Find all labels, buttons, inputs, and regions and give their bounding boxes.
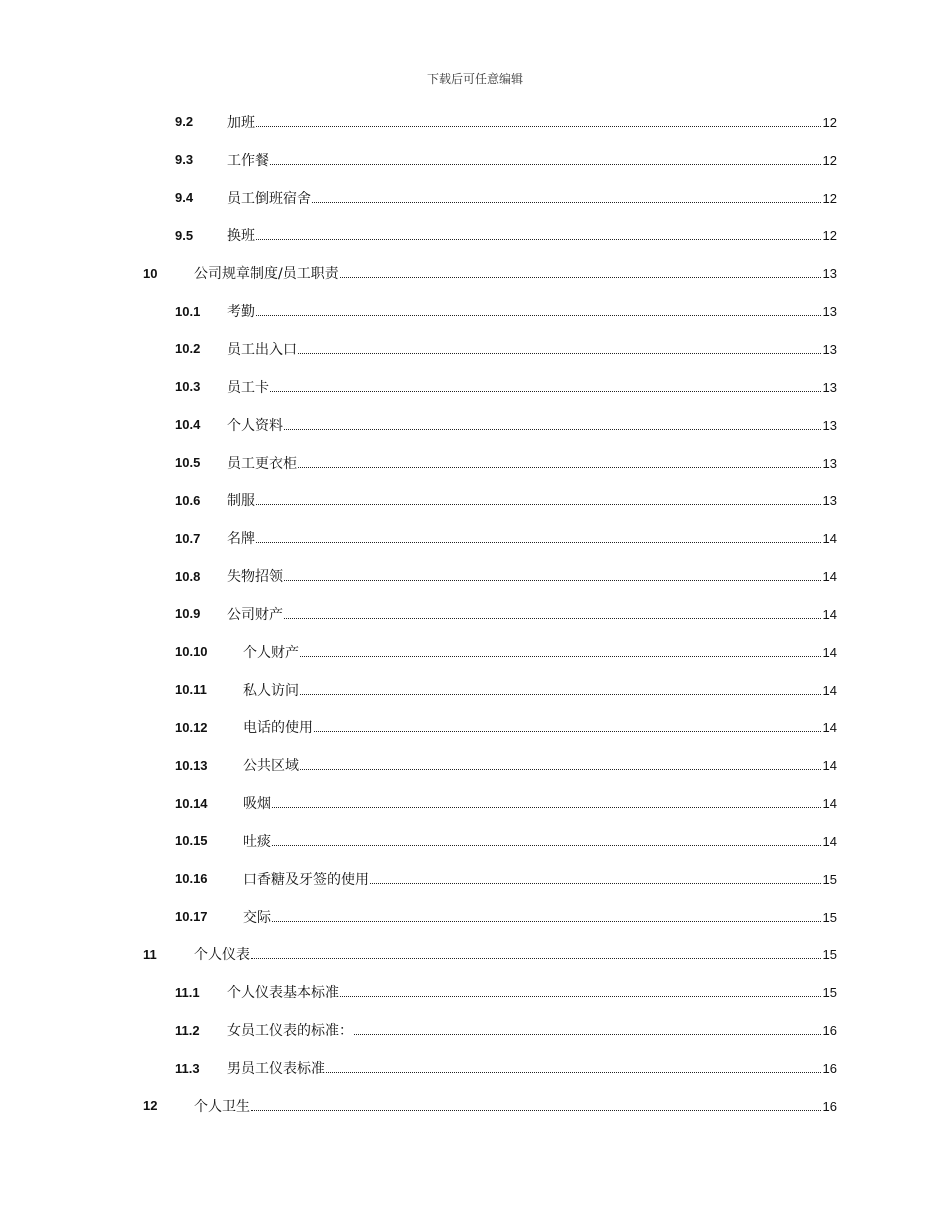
- toc-entry-line: [227, 188, 837, 208]
- toc-entry-number: 10.10: [175, 644, 208, 660]
- toc-entry-line: [243, 755, 837, 775]
- toc-entry[interactable]: [0, 973, 950, 1011]
- toc-entry[interactable]: [0, 936, 950, 974]
- toc-entry-number: 10.11: [175, 682, 207, 698]
- toc-entry-page-number: 14: [822, 796, 837, 812]
- toc-entry[interactable]: [0, 709, 950, 747]
- toc-entry[interactable]: [0, 444, 950, 482]
- toc-entry-number: 10: [143, 265, 158, 281]
- toc-entry[interactable]: [0, 179, 950, 217]
- toc-entry-number: 9.5: [175, 227, 194, 243]
- toc-entry-page-number: 13: [822, 379, 837, 395]
- toc-entry-page-number: 14: [822, 531, 837, 547]
- toc-dot-leader: [370, 883, 821, 884]
- toc-dot-leader: [272, 807, 821, 808]
- toc-entry-page-number: 14: [822, 569, 837, 585]
- toc-entry-title[interactable]: 员工出入口: [227, 341, 297, 358]
- toc-entry-line: [227, 453, 837, 473]
- toc-entry-number: 10.6: [175, 492, 201, 508]
- toc-entry-number: 10.14: [175, 795, 208, 811]
- toc-entry-line: [227, 1020, 837, 1040]
- toc-dot-leader: [354, 1034, 821, 1035]
- toc-entry-title[interactable]: 个人仪表基本标准: [227, 985, 339, 1002]
- toc-entry-page-number: 15: [822, 947, 837, 963]
- toc-dot-leader: [256, 542, 821, 543]
- toc-entry-title[interactable]: 私人访问: [243, 682, 299, 699]
- toc-entry-number: 10.12: [175, 719, 208, 735]
- toc-entry-title[interactable]: 员工倒班宿舍: [227, 190, 311, 207]
- toc-entry-line: [227, 339, 837, 359]
- toc-dot-leader: [256, 239, 821, 240]
- toc-entry-page-number: 12: [822, 152, 837, 168]
- toc-entry-title[interactable]: 个人财产: [243, 644, 299, 661]
- toc-entry-title[interactable]: 换班: [227, 228, 255, 245]
- toc-entry-title[interactable]: 员工更衣柜: [227, 455, 297, 472]
- toc-entry-number: 9.2: [175, 114, 194, 130]
- toc-entry-line: [227, 301, 837, 321]
- toc-entry-line: [227, 528, 837, 548]
- toc-entry-page-number: 15: [822, 985, 837, 1001]
- toc-entry[interactable]: [0, 860, 950, 898]
- toc-entry-number: 10.4: [175, 417, 201, 433]
- toc-entry-title[interactable]: 公司财产: [227, 606, 283, 623]
- toc-entry-page-number: 14: [822, 833, 837, 849]
- toc-entry-title[interactable]: 名牌: [227, 531, 255, 548]
- toc-dot-leader: [284, 580, 821, 581]
- toc-dot-leader: [312, 202, 821, 203]
- toc-entry-number: 11: [143, 946, 157, 962]
- toc-entry-title[interactable]: 女员工仪表的标准：: [227, 1023, 353, 1040]
- toc-entry-line: [243, 831, 837, 851]
- toc-dot-leader: [256, 126, 821, 127]
- toc-entry-number: 12: [143, 1098, 158, 1114]
- toc-entry[interactable]: [0, 822, 950, 860]
- toc-entry-page-number: 13: [822, 493, 837, 509]
- toc-entry-title[interactable]: 考勤: [227, 304, 255, 321]
- toc-entry-page-number: 12: [822, 190, 837, 206]
- toc-entry-page-number: 13: [822, 304, 837, 320]
- toc-entry-title[interactable]: 个人仪表: [194, 947, 250, 964]
- toc-entry-page-number: 13: [822, 455, 837, 471]
- toc-entry-title[interactable]: 个人卫生: [194, 1098, 250, 1115]
- toc-entry[interactable]: [0, 898, 950, 936]
- toc-dot-leader: [270, 391, 821, 392]
- toc-entry-number: 10.2: [175, 341, 201, 357]
- toc-entry-page-number: 13: [822, 266, 837, 282]
- toc-dot-leader: [300, 656, 821, 657]
- toc-entry-line: [243, 680, 837, 700]
- toc-entry-number: 9.3: [175, 152, 194, 168]
- toc-entry-page-number: 12: [822, 114, 837, 130]
- toc-entry-number: 11.3: [175, 1060, 200, 1076]
- toc-entry-title[interactable]: 吐痰: [243, 833, 271, 850]
- toc-dot-leader: [251, 958, 821, 959]
- toc-entry[interactable]: [0, 141, 950, 179]
- toc-entry[interactable]: [0, 784, 950, 822]
- toc-entry-page-number: 12: [822, 228, 837, 244]
- toc-dot-leader: [256, 315, 821, 316]
- toc-entry[interactable]: [0, 671, 950, 709]
- toc-entry-number: 10.7: [175, 530, 201, 546]
- toc-entry-title[interactable]: 个人资料: [227, 417, 283, 434]
- toc-entry[interactable]: [0, 1049, 950, 1087]
- toc-entry-page-number: 15: [822, 871, 837, 887]
- toc-dot-leader: [326, 1072, 821, 1073]
- toc-entry[interactable]: [0, 217, 950, 255]
- toc-entry-page-number: 14: [822, 644, 837, 660]
- toc-entry-number: 11.2: [175, 1022, 200, 1038]
- toc-entry-title[interactable]: 交际: [243, 909, 271, 926]
- toc-entry-line: [227, 1058, 837, 1078]
- toc-entry-page-number: 14: [822, 720, 837, 736]
- toc-entry-number: 10.3: [175, 379, 201, 395]
- toc-entry-line: [227, 415, 837, 435]
- toc-entry-line: [194, 944, 837, 964]
- toc-entry-page-number: 14: [822, 758, 837, 774]
- toc-entry-title[interactable]: 制服: [227, 493, 255, 510]
- toc-dot-leader: [300, 769, 821, 770]
- toc-entry-number: 10.8: [175, 568, 201, 584]
- toc-entry-title[interactable]: 电话的使用: [243, 720, 313, 737]
- toc-dot-leader: [340, 996, 821, 997]
- toc-entry-page-number: 13: [822, 417, 837, 433]
- toc-entry-title[interactable]: 公共区域: [243, 758, 299, 775]
- toc-entry-line: [243, 907, 837, 927]
- toc-entry[interactable]: [0, 292, 950, 330]
- toc-dot-leader: [251, 1110, 821, 1111]
- toc-entry-line: [227, 150, 837, 170]
- toc-entry-number: 9.4: [175, 190, 194, 206]
- toc-entry-line: [227, 490, 837, 510]
- toc-entry-page-number: 13: [822, 341, 837, 357]
- toc-entry[interactable]: [0, 368, 950, 406]
- toc-entry-line: [227, 604, 837, 624]
- toc-entry-title[interactable]: 公司规章制度/员工职责: [194, 266, 339, 283]
- toc-entry[interactable]: [0, 406, 950, 444]
- toc-entry-title[interactable]: 失物招领: [227, 569, 283, 586]
- table-of-contents: [0, 103, 950, 1125]
- toc-entry-line: [243, 869, 837, 889]
- toc-entry-number: 10.15: [175, 833, 208, 849]
- toc-entry[interactable]: [0, 633, 950, 671]
- toc-entry-line: [227, 982, 837, 1002]
- toc-entry[interactable]: [0, 103, 950, 141]
- toc-entry[interactable]: [0, 254, 950, 292]
- toc-entry-line: [243, 793, 837, 813]
- toc-entry[interactable]: [0, 1087, 950, 1125]
- toc-entry-number: 10.16: [175, 871, 208, 887]
- toc-entry-page-number: 14: [822, 606, 837, 622]
- toc-entry-line: [227, 225, 837, 245]
- toc-entry-page-number: 16: [822, 1098, 837, 1114]
- toc-dot-leader: [284, 429, 821, 430]
- toc-entry-number: 11.1: [175, 984, 200, 1000]
- toc-entry[interactable]: [0, 481, 950, 519]
- toc-entry-number: 10.1: [175, 303, 201, 319]
- toc-dot-leader: [284, 618, 821, 619]
- toc-entry-line: [227, 112, 837, 132]
- toc-entry[interactable]: [0, 746, 950, 784]
- toc-entry[interactable]: [0, 519, 950, 557]
- toc-entry-title[interactable]: 加班: [227, 114, 255, 131]
- toc-entry-title[interactable]: 员工卡: [227, 379, 269, 396]
- toc-entry-number: 10.9: [175, 606, 201, 622]
- toc-entry-line: [227, 377, 837, 397]
- toc-dot-leader: [340, 277, 821, 278]
- toc-dot-leader: [300, 694, 821, 695]
- toc-entry-page-number: 16: [822, 1061, 837, 1077]
- toc-entry-line: [194, 263, 837, 283]
- toc-dot-leader: [272, 845, 821, 846]
- toc-entry-title[interactable]: 口香糖及牙签的使用: [243, 871, 369, 888]
- toc-entry-page-number: 14: [822, 682, 837, 698]
- toc-entry-line: [194, 1096, 837, 1116]
- toc-entry[interactable]: [0, 557, 950, 595]
- toc-dot-leader: [270, 164, 821, 165]
- toc-entry-title[interactable]: 男员工仪表标准: [227, 1061, 325, 1078]
- toc-entry-number: 10.13: [175, 757, 208, 773]
- toc-entry-line: [227, 566, 837, 586]
- page-header: 下载后可任意编辑: [426, 72, 523, 86]
- toc-entry[interactable]: [0, 330, 950, 368]
- toc-entry-number: 10.5: [175, 455, 201, 471]
- toc-entry-title[interactable]: 工作餐: [227, 152, 269, 169]
- toc-dot-leader: [272, 921, 821, 922]
- toc-dot-leader: [298, 467, 821, 468]
- toc-entry[interactable]: [0, 1011, 950, 1049]
- toc-entry-page-number: 16: [822, 1023, 837, 1039]
- toc-dot-leader: [314, 731, 821, 732]
- toc-entry-line: [243, 717, 837, 737]
- toc-entry-title[interactable]: 吸烟: [243, 796, 271, 813]
- toc-dot-leader: [256, 504, 821, 505]
- toc-entry-line: [243, 642, 837, 662]
- toc-entry-page-number: 15: [822, 909, 837, 925]
- toc-entry-number: 10.17: [175, 909, 208, 925]
- toc-dot-leader: [298, 353, 821, 354]
- toc-entry[interactable]: [0, 595, 950, 633]
